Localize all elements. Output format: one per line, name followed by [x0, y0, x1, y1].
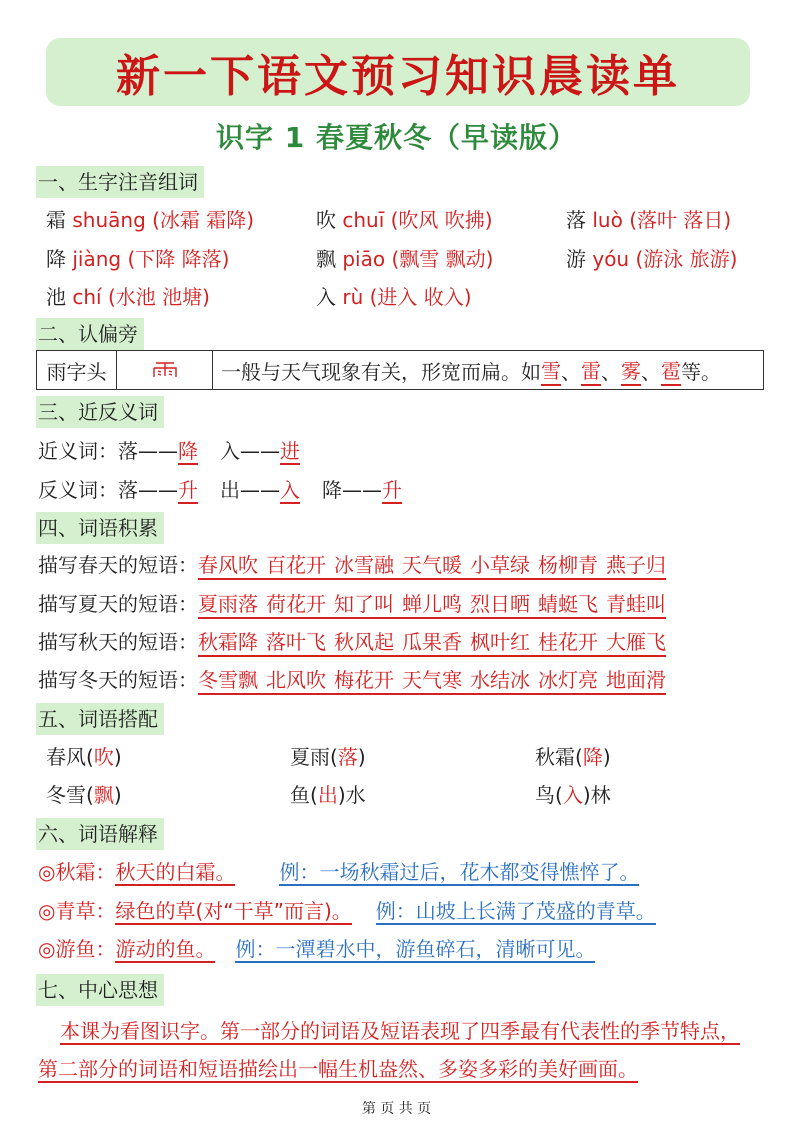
char-entry: [566, 205, 731, 235]
char-entry: [46, 282, 210, 312]
radical-table: [36, 350, 764, 390]
match-answer: 入: [562, 783, 583, 807]
words: (冰霜 霜降): [152, 208, 255, 232]
char: 入: [316, 285, 336, 309]
section-heading-6: 六、词语解释: [36, 818, 164, 850]
words: (落叶 落日): [629, 208, 732, 232]
title-part1: 新一下语文预习: [116, 51, 445, 102]
radical-name: 雨字头: [37, 351, 117, 389]
synonym-answer: 进: [280, 439, 300, 463]
phrase-label: 描写秋天的短语：: [38, 630, 198, 654]
char: 池: [46, 285, 66, 309]
match-answer: 降: [582, 745, 603, 769]
phrase-line: [38, 589, 666, 619]
char: 霜: [46, 208, 66, 232]
explanation-term: ◎秋霜：: [38, 860, 116, 884]
radical-sep: 、: [641, 359, 661, 384]
words: (飘雪 飘动): [391, 247, 494, 271]
phrase-label: 描写冬天的短语：: [38, 668, 198, 692]
explanation-line: [38, 857, 639, 887]
antonym-label: 反义词：: [38, 478, 118, 502]
phrase-list: 夏雨落 荷花开 知了叫 蝉儿鸣 烈日晒 蜻蜓飞 青蛙叫: [198, 592, 666, 619]
pinyin: rù: [342, 285, 364, 309]
phrase-line: [38, 550, 666, 580]
pinyin: piāo: [342, 247, 386, 271]
synonym-line: 近义词：落——降 入——进: [38, 439, 300, 463]
explanation-line: [38, 896, 656, 926]
pinyin: chuī: [342, 208, 385, 232]
words: (吹风 吹拂): [390, 208, 493, 232]
pinyin: luò: [592, 208, 623, 232]
char-entry: [46, 205, 254, 235]
section-heading-3: 三、近反义词: [36, 396, 164, 428]
match-item: 鸟(入)林: [535, 783, 611, 807]
match-item: 鱼(出)水: [290, 783, 366, 807]
explanation-term: ◎游鱼：: [38, 937, 116, 961]
section-heading-7: 七、中心思想: [36, 974, 164, 1006]
words: (下降 降落): [127, 247, 230, 271]
char: 游: [566, 247, 586, 271]
words: (游泳 旅游): [635, 247, 738, 271]
pinyin: shuāng: [72, 208, 146, 232]
title-banner: [46, 38, 750, 106]
explanation-example: 例：一潭碧水中，游鱼碎石，清晰可见。: [235, 937, 596, 961]
match-item: 秋霜(降): [535, 745, 611, 769]
radical-example: 雹: [661, 355, 681, 386]
section-heading-2: 二、认偏旁: [36, 318, 144, 350]
phrase-list: 春风吹 百花开 冰雪融 天气暖 小草绿 杨柳青 燕子归: [198, 553, 666, 580]
section-heading-5: 五、词语搭配: [36, 703, 164, 735]
summary-text: 本课为看图识字。第一部分的词语及短语表现了四季最有代表性的季节特点，第二部分的词语和短语描绘出一幅生机盎然、多姿多彩的美好画面。: [38, 1019, 740, 1081]
explanation-meaning: 秋天的白霜。: [115, 860, 236, 884]
antonym-answer: 入: [280, 478, 300, 502]
explanation-line: [38, 934, 595, 964]
summary-paragraph: [38, 1012, 758, 1088]
match-item: 冬雪(飘): [46, 783, 122, 807]
antonym-answer: 升: [382, 478, 402, 502]
radical-description: [213, 351, 763, 389]
antonym-line: 反义词：落——升 出——入 降——升: [38, 478, 402, 502]
radical-example: 雷: [581, 355, 601, 386]
char: 降: [46, 247, 66, 271]
match-item: 夏雨(落): [290, 745, 366, 769]
phrase-line: [38, 627, 666, 657]
synonym-label: 近义词：: [38, 439, 118, 463]
char-entry: [566, 244, 737, 274]
page-footer: 第 页 共 页: [361, 1101, 432, 1117]
pinyin: yóu: [592, 247, 630, 271]
match-answer: 吹: [93, 745, 114, 769]
words: (水池 池塘): [107, 285, 210, 309]
pinyin: jiàng: [72, 247, 122, 271]
radical-glyph: [117, 351, 213, 389]
char: 飘: [316, 247, 336, 271]
radical-desc-text: 一般与天气现象有关，形宽而扁。如: [221, 359, 541, 384]
section-heading-4: 四、词语积累: [36, 512, 164, 544]
rain-radical-icon: [150, 361, 180, 379]
phrase-list: 秋霜降 落叶飞 秋风起 瓜果香 枫叶红 桂花开 大雁飞: [198, 630, 666, 657]
explanation-meaning: 游动的鱼。: [115, 937, 216, 961]
pinyin: chí: [72, 285, 102, 309]
match-answer: 飘: [93, 783, 114, 807]
explanation-meaning: 绿色的草(对“干草”而言)。: [115, 899, 352, 923]
antonym-answer: 升: [178, 478, 198, 502]
radical-end: 等。: [681, 359, 721, 384]
match-item: 春风(吹): [46, 745, 122, 769]
phrase-list: 冬雪飘 北风吹 梅花开 天气寒 水结冰 冰灯亮 地面滑: [198, 668, 666, 695]
match-answer: 落: [337, 745, 358, 769]
char: 落: [566, 208, 586, 232]
char: 吹: [316, 208, 336, 232]
title-part2: 知识晨读单: [445, 51, 680, 102]
match-answer: 出: [317, 783, 338, 807]
section-heading-1: 一、生字注音组词: [36, 166, 204, 198]
explanation-term: ◎青草：: [38, 899, 116, 923]
char-entry: [46, 244, 229, 274]
phrase-label: 描写春天的短语：: [38, 553, 198, 577]
radical-sep: 、: [601, 359, 621, 384]
char-entry: [316, 244, 493, 274]
radical-example: 雾: [621, 355, 641, 386]
explanation-example: 例：一场秋霜过后，花木都变得憔悴了。: [279, 860, 640, 884]
phrase-label: 描写夏天的短语：: [38, 592, 198, 616]
synonym-answer: 降: [178, 439, 198, 463]
radical-example: 雪: [541, 355, 561, 386]
char-entry: [316, 282, 472, 312]
phrase-line: [38, 665, 666, 695]
words: (进入 收入): [369, 285, 472, 309]
char-entry: [316, 205, 493, 235]
lesson-subtitle: 识字 1 春夏秋冬（早读版）: [216, 121, 577, 154]
radical-sep: 、: [561, 359, 581, 384]
explanation-example: 例：山坡上长满了茂盛的青草。: [375, 899, 656, 923]
